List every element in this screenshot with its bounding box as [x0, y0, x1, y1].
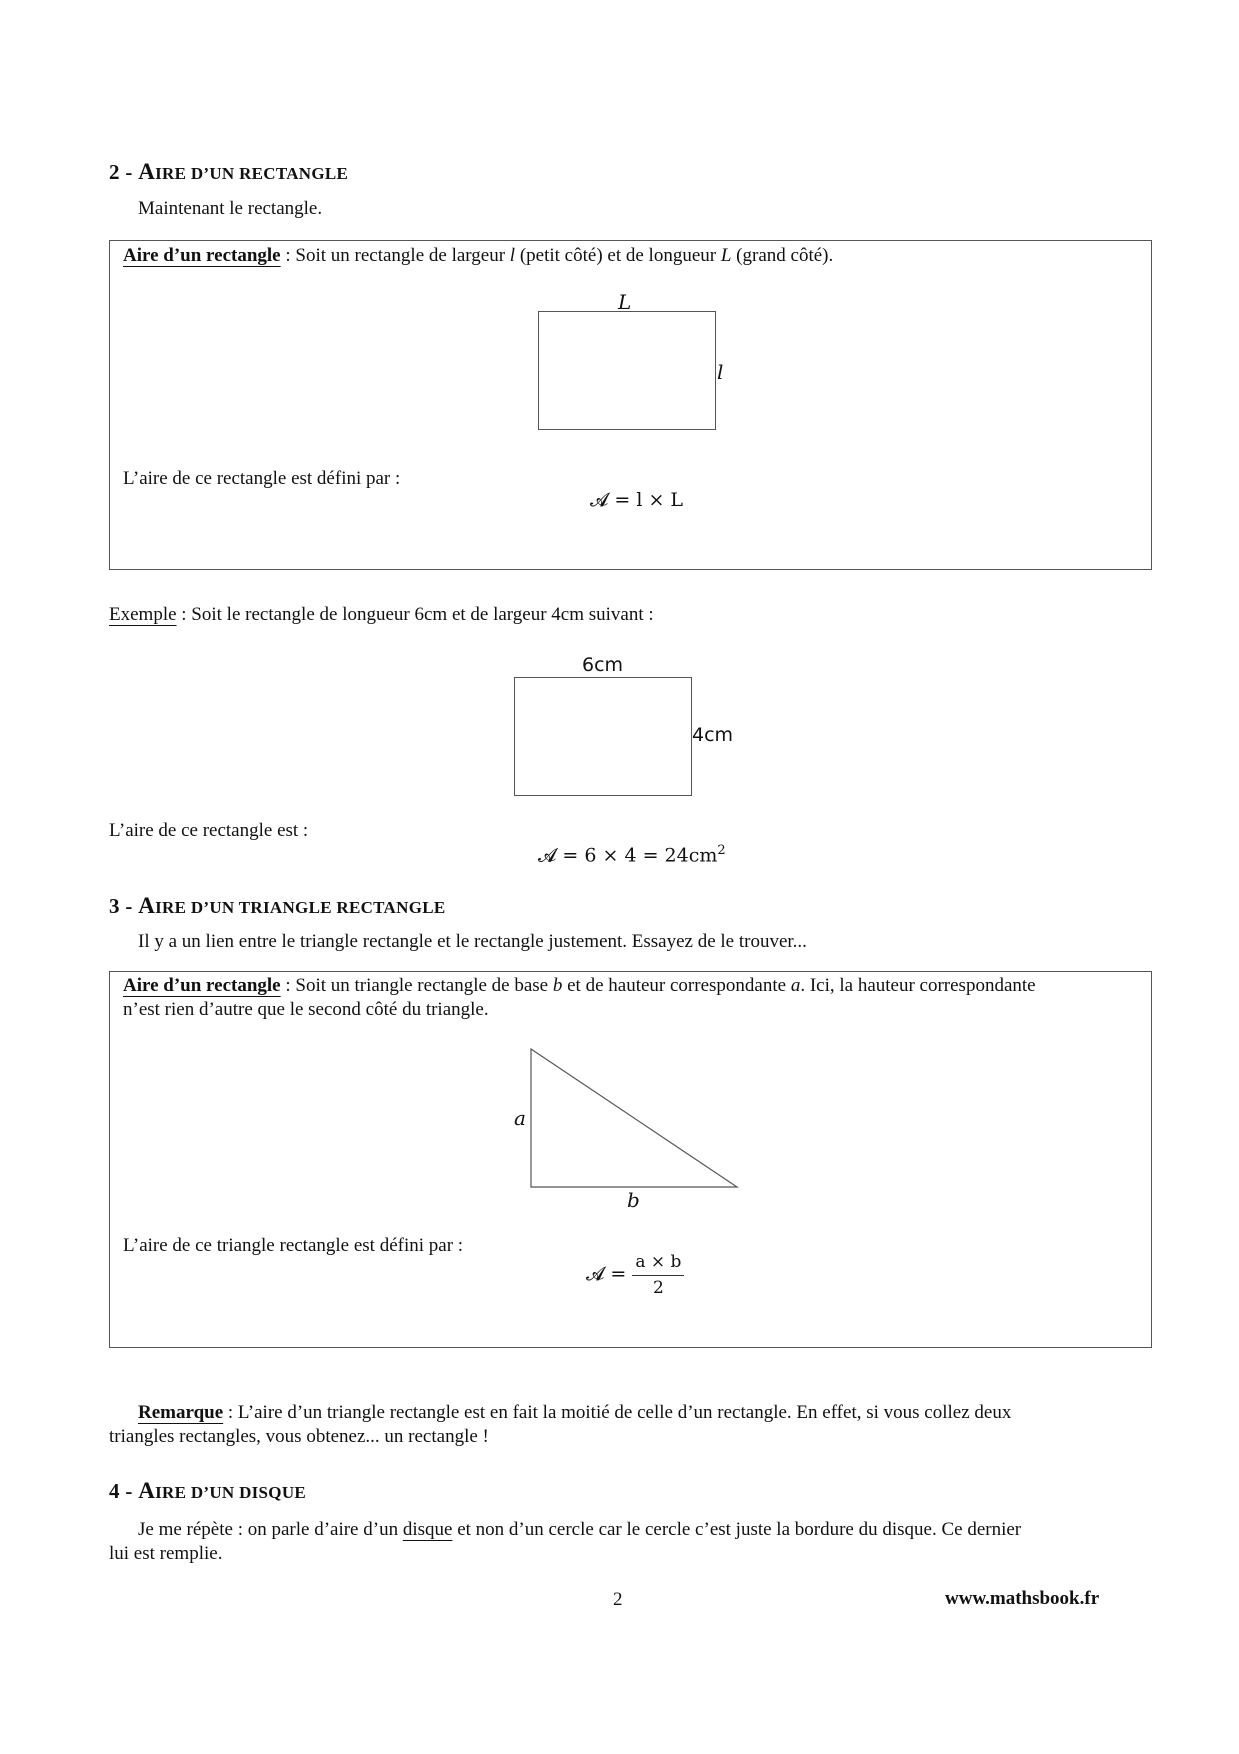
- rect1-label-width: l: [717, 360, 724, 384]
- example-rectangle-figure: [514, 677, 692, 796]
- page-number: 2: [613, 1589, 623, 1610]
- section-title-cap: A: [138, 159, 156, 184]
- section-3-intro: Il y a un lien entre le triangle rectangle et le rectangle justement. Essayez de le trouver...: [138, 931, 807, 952]
- text-segment: Je me répète : on parle d’aire d’un: [138, 1519, 403, 1540]
- box1-area-text: L’aire de ce rectangle est défini par :: [123, 468, 401, 489]
- rectangle-figure: [538, 311, 716, 430]
- box2-definition-line2: n’est rien d’autre que le second côté du triangle.: [123, 999, 489, 1020]
- box1-formula: 𝓐 = l × L: [590, 489, 684, 511]
- example-formula: [538, 843, 726, 866]
- rect1-label-length: L: [618, 290, 632, 314]
- example-label: Exemple: [109, 604, 177, 625]
- section-2-heading: [109, 159, 348, 185]
- triangle-label-base: b: [627, 1188, 640, 1212]
- section-title-rest: IRE D’UN DISQUE: [155, 1483, 307, 1502]
- section-3-heading: [109, 893, 446, 919]
- right-triangle-figure: [520, 1040, 750, 1190]
- section-4-heading: [109, 1478, 306, 1504]
- fraction-denominator: 2: [653, 1278, 664, 1298]
- definition-label: Aire d’un rectangle: [123, 975, 281, 996]
- remark-label: Remarque: [138, 1402, 224, 1423]
- formula-main: 𝓐 = 6 × 4 = 24cm: [538, 844, 718, 867]
- definition-label: Aire d’un rectangle: [123, 245, 281, 266]
- text-segment: (petit côté) et de longueur: [515, 245, 721, 266]
- remark-line2: triangles rectangles, vous obtenez... un rectangle !: [109, 1426, 489, 1447]
- var-l: l: [509, 245, 516, 266]
- section-title-rest: IRE D’UN RECTANGLE: [155, 164, 349, 183]
- remark-line1: [138, 1401, 1011, 1425]
- section-2-intro: Maintenant le rectangle.: [138, 198, 323, 219]
- footer-site: www.mathsbook.fr: [945, 1588, 1100, 1609]
- var-a: a: [790, 975, 801, 996]
- text-segment: et non d’un cercle car le cercle c’est juste la bordure du disque. Ce dernier: [452, 1519, 1022, 1540]
- section-title-cap: A: [138, 893, 156, 918]
- box2-area-text: L’aire de ce triangle rectangle est défini par :: [123, 1235, 464, 1256]
- text-segment: : Soit un triangle rectangle de base: [280, 975, 553, 996]
- rect2-label-length: 6cm: [582, 654, 624, 676]
- box2-formula: [586, 1252, 684, 1298]
- example-area-text: L’aire de ce rectangle est :: [109, 820, 309, 841]
- section-4-line2: lui est remplie.: [109, 1543, 223, 1564]
- underlined-word: disque: [402, 1519, 453, 1540]
- text-segment: (grand côté).: [731, 245, 834, 266]
- text-segment: et de hauteur correspondante: [562, 975, 791, 996]
- var-b: b: [552, 975, 563, 996]
- text-segment: . Ici, la hauteur correspondante: [800, 975, 1036, 996]
- formula-fraction: [632, 1252, 684, 1298]
- var-L: L: [720, 245, 732, 266]
- box1-definition-text: [123, 244, 833, 268]
- formula-exponent: 2: [717, 843, 726, 858]
- section-number: 3 -: [109, 894, 133, 918]
- text-segment: : Soit le rectangle de longueur 6cm et de largeur 4cm suivant :: [176, 604, 654, 625]
- example-text: [109, 603, 654, 627]
- text-segment: : Soit un rectangle de largeur: [280, 245, 510, 266]
- fraction-numerator: a × b: [632, 1252, 684, 1276]
- box2-definition-text: [123, 974, 1036, 998]
- section-title-rest: IRE D’UN TRIANGLE RECTANGLE: [155, 898, 446, 917]
- section-4-line1: [138, 1518, 1021, 1542]
- section-number: 2 -: [109, 160, 133, 184]
- section-number: 4 -: [109, 1479, 133, 1503]
- text-segment: : L’aire d’un triangle rectangle est en fait la moitié de celle d’un rectangle. En effet, si vous collez deux: [223, 1402, 1012, 1423]
- section-title-cap: A: [138, 1478, 156, 1503]
- rect2-label-width: 4cm: [692, 724, 734, 746]
- formula-lhs: 𝓐 =: [586, 1263, 627, 1285]
- triangle-label-height: a: [514, 1106, 526, 1130]
